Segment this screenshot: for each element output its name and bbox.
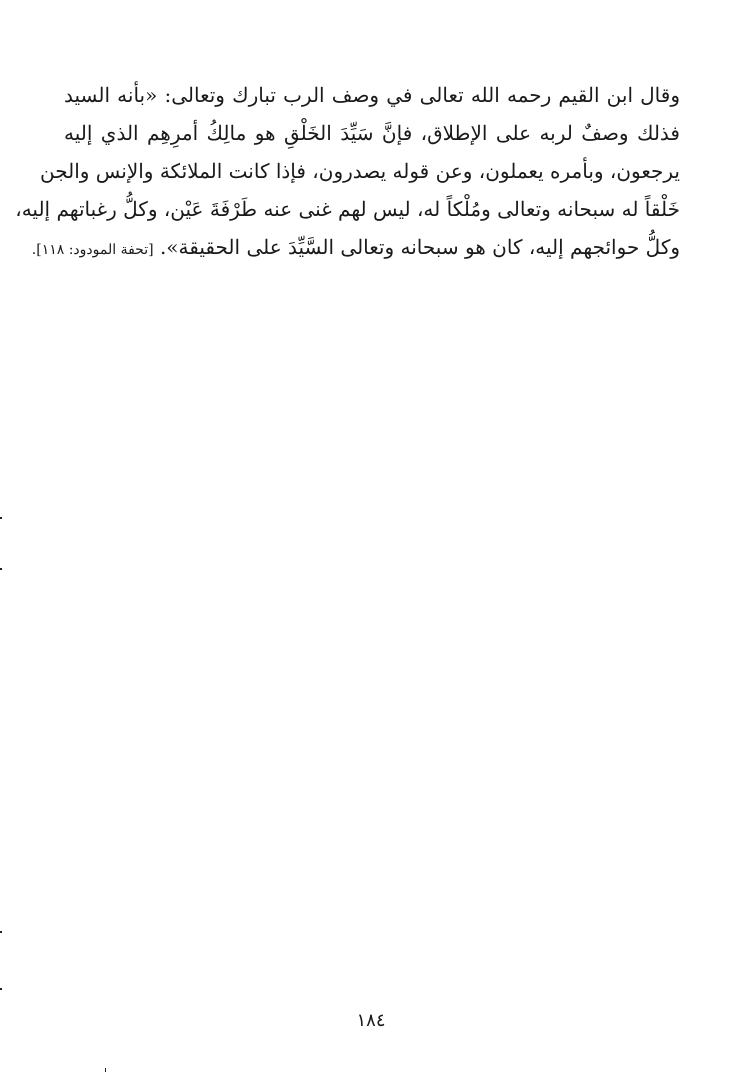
scan-speck [105, 1068, 106, 1072]
scan-speck [0, 931, 2, 933]
citation: [تحفة المودود: ١١٨]. [31, 242, 154, 258]
body-text [15, 76, 680, 266]
scan-speck [0, 568, 2, 570]
scan-speck [0, 517, 2, 519]
scan-speck [0, 988, 2, 990]
text-line-5 [31, 228, 680, 266]
text-line-3: يرجعون، وبأمره يعملون، وعن قوله يصدرون، فإذا كانت الملائكة والإنس والجن [39, 159, 680, 183]
page-number: ١٨٤ [356, 1010, 386, 1031]
text-line-2: فذلك وصفٌ لربه على الإطلاق، فإنَّ سَيِّدَ الخَلْقِ هو مالِكُ أمرِهِم الذي إليه [64, 121, 680, 145]
last-line-text: وكلُّ حوائجهم إليه، كان هو سبحانه وتعالى السَّيِّدَ على الحقيقة». [159, 235, 680, 259]
text-line-4: خَلْقاً له سبحانه وتعالى ومُلْكاً له، ليس لهم غنى عنه طَرْفَةَ عَيْن، وكلُّ رغباتهم إليه، [15, 197, 680, 221]
text-line-1: وقال ابن القيم رحمه الله تعالى في وصف الرب تبارك وتعالى: «بأنه السيد [64, 83, 680, 107]
